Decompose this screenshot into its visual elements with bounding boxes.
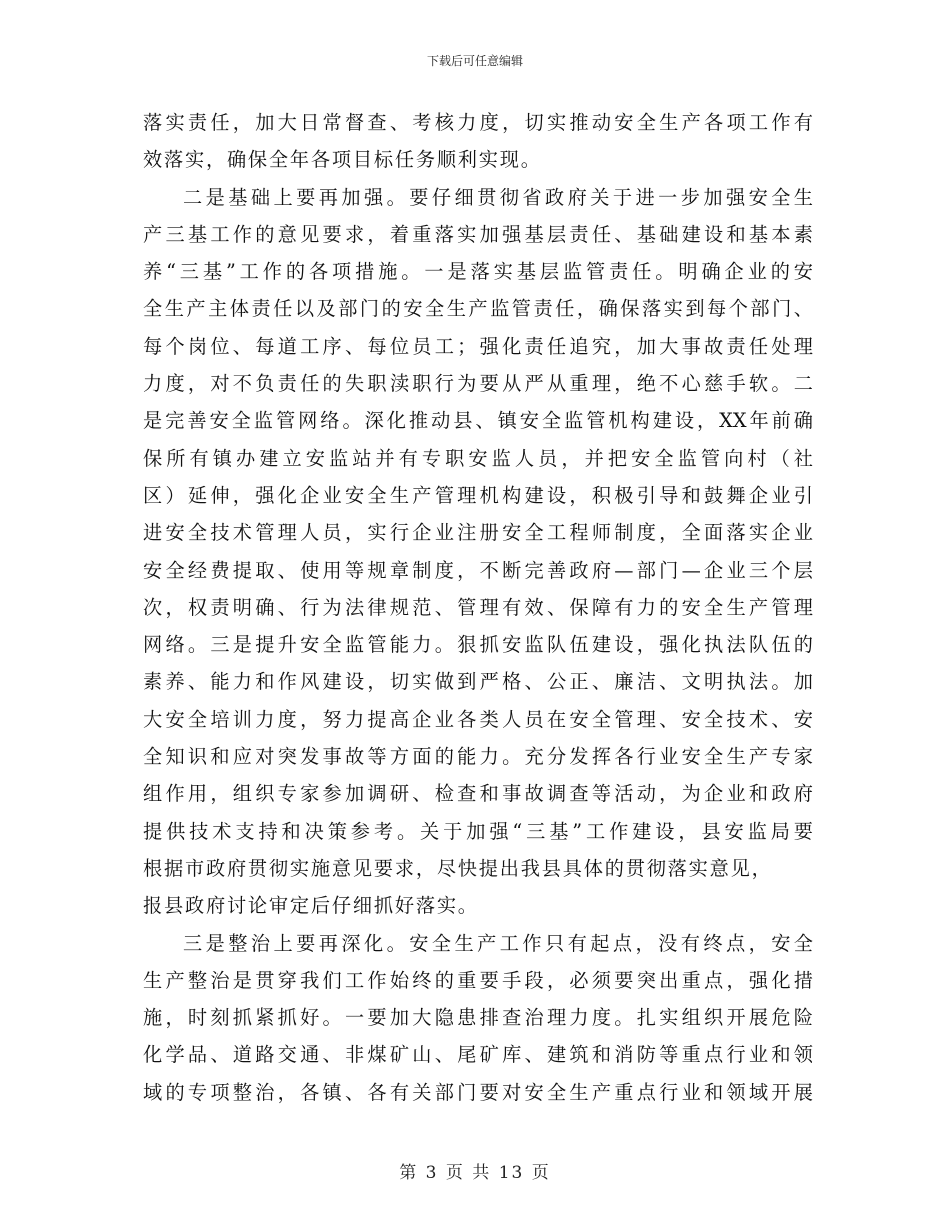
text-line: 是完善安全监管网络。深化推动县、镇安全监管机构建设，XX年前确 xyxy=(143,409,813,433)
text-line: 力度，对不负责任的失职渎职行为要从严从重理，绝不心慈手软。二 xyxy=(143,372,813,396)
text-line: 生产整治是贯穿我们工作始终的重要手段，必须要突出重点，强化措 xyxy=(143,968,813,992)
text-line: 网络。三是提升安全监管能力。狠抓安监队伍建设，强化执法队伍的 xyxy=(143,633,813,657)
text-line: 落实责任，加大日常督查、考核力度，切实推动安全生产各项工作有 xyxy=(143,111,813,134)
page-number: 第 3 页 共 13 页 xyxy=(399,1163,551,1183)
text-line: 全生产主体责任以及部门的安全生产监管责任，确保落实到每个部门、 xyxy=(143,297,813,321)
text-line: 次，权责明确、行为法律规范、管理有效、保障有力的安全生产管理 xyxy=(143,595,813,619)
text-line: 三是整治上要再深化。安全生产工作只有起点，没有终点，安全 xyxy=(183,931,813,955)
text-line: 保所有镇办建立安监站并有专职安监人员，并把安全监管向村（社 xyxy=(143,446,813,470)
text-line: 提供技术支持和决策参考。关于加强“三基”工作建设，县安监局要 xyxy=(143,819,813,843)
text-line: 化学品、道路交通、非煤矿山、尾矿库、建筑和消防等重点行业和领 xyxy=(143,1043,813,1067)
text-line: 全知识和应对突发事故等方面的能力。充分发挥各行业安全生产专家 xyxy=(143,745,813,769)
text-line: 区）延伸，强化企业安全生产管理机构建设，积极引导和鼓舞企业引 xyxy=(143,483,813,507)
text-line: 进安全技术管理人员，实行企业注册安全工程师制度，全面落实企业 xyxy=(143,521,813,545)
text-line: 域的专项整治，各镇、各有关部门要对安全生产重点行业和领域开展 xyxy=(143,1080,813,1104)
text-line: 报县政府讨论审定后仔细抓好落实。 xyxy=(143,894,479,918)
text-line: 每个岗位、每道工序、每位员工；强化责任追究，加大事故责任处理 xyxy=(143,334,813,358)
page-header: 下载后可任意编辑 xyxy=(426,54,523,68)
document-body xyxy=(143,104,813,1111)
text-line: 根据市政府贯彻实施意见要求，尽快提出我县具体的贯彻落实意见， xyxy=(143,856,773,880)
text-line: 养“三基”工作的各项措施。一是落实基层监管责任。明确企业的安 xyxy=(143,260,813,284)
text-line: 产三基工作的意见要求，着重落实加强基层责任、基础建设和基本素 xyxy=(143,222,813,246)
text-line: 安全经费提取、使用等规章制度，不断完善政府—部门—企业三个层 xyxy=(143,558,813,582)
text-line: 组作用，组织专家参加调研、检查和事故调查等活动，为企业和政府 xyxy=(143,782,813,806)
text-line: 施，时刻抓紧抓好。一要加大隐患排查治理力度。扎实组织开展危险 xyxy=(143,1006,813,1030)
text-line: 效落实，确保全年各项目标任务顺利实现。 xyxy=(143,148,542,172)
text-line: 素养、能力和作风建设，切实做到严格、公正、廉洁、文明执法。加 xyxy=(143,670,813,694)
text-line: 二是基础上要再加强。要仔细贯彻省政府关于进一步加强安全生 xyxy=(183,185,813,209)
text-line: 大安全培训力度，努力提高企业各类人员在安全管理、安全技术、安 xyxy=(143,707,813,731)
